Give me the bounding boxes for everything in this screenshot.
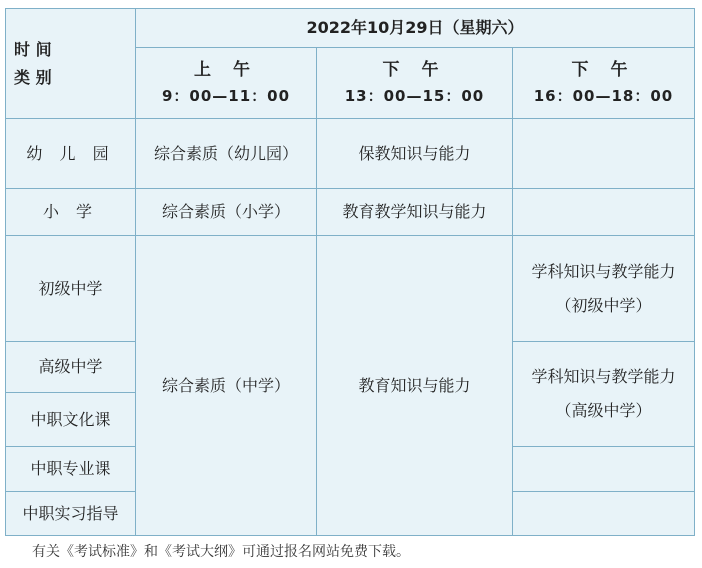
category-junior-high: 初级中学	[6, 236, 136, 342]
period-label: 上 午	[194, 60, 258, 80]
download-footnote: 有关《考试标准》和《考试大纲》可通过报名网站免费下载。	[32, 544, 410, 560]
cell-primary-morning: 综合素质（小学）	[136, 189, 317, 236]
period-afternoon1-header	[317, 48, 513, 119]
cell-kindergarten-afternoon1: 保教知识与能力	[317, 119, 513, 189]
corner-time-label: 时 间	[14, 39, 52, 59]
corner-category-label: 类 别	[14, 67, 52, 87]
period-afternoon2-header	[513, 48, 695, 119]
category-primary: 小 学	[6, 189, 136, 236]
period-time: 9：00—11：00	[161, 87, 291, 105]
exam-date: 2022年10月29日（星期六）	[136, 9, 695, 48]
period-label: 下 午	[382, 60, 447, 80]
period-time: 13：00—15：00	[344, 87, 485, 105]
corner-header-cell	[6, 9, 136, 119]
category-vocational-culture: 中职文化课	[6, 393, 136, 447]
category-senior-high: 高级中学	[6, 342, 136, 393]
category-vocational-major: 中职专业课	[6, 447, 136, 492]
cell-vocational-practice-afternoon2	[513, 492, 695, 536]
exam-schedule-table	[5, 8, 695, 536]
cell-secondary-morning: 综合素质（中学）	[136, 236, 317, 536]
cell-junior-high-afternoon2: 学科知识与教学能力（初级中学）	[513, 236, 695, 342]
cell-primary-afternoon2	[513, 189, 695, 236]
period-time: 16：00—18：00	[533, 87, 674, 105]
cell-vocational-major-afternoon2	[513, 447, 695, 492]
cell-kindergarten-morning: 综合素质（幼儿园）	[136, 119, 317, 189]
category-vocational-practice: 中职实习指导	[6, 492, 136, 536]
cell-senior-high-afternoon2: 学科知识与教学能力（高级中学）	[513, 342, 695, 447]
period-morning-header	[136, 48, 317, 119]
cell-primary-afternoon1: 教育教学知识与能力	[317, 189, 513, 236]
cell-kindergarten-afternoon2	[513, 119, 695, 189]
category-kindergarten: 幼 儿 园	[6, 119, 136, 189]
period-label: 下 午	[571, 60, 636, 80]
cell-secondary-afternoon1: 教育知识与能力	[317, 236, 513, 536]
